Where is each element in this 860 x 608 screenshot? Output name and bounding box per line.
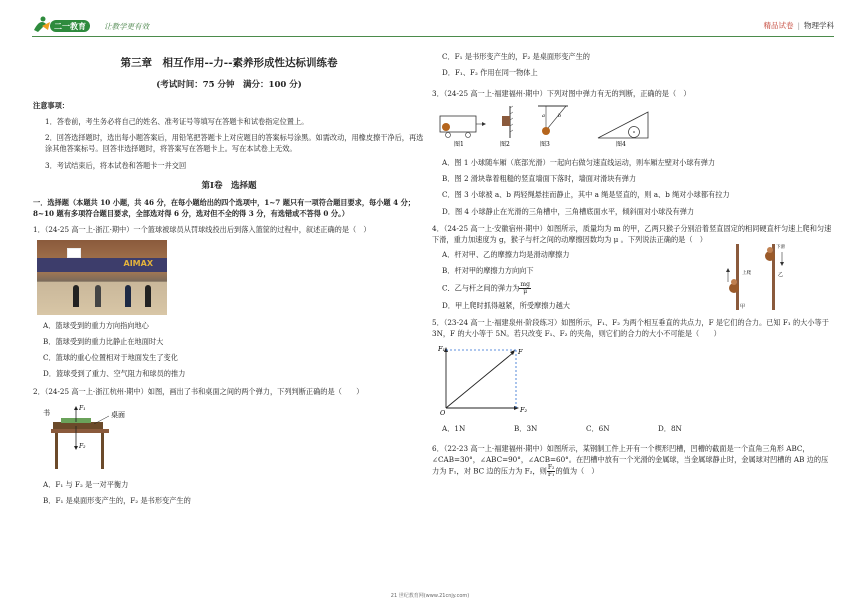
q3-option-d: D．图 4 小球静止在光滑的三角槽中，三角槽底面水平，倾斜面对小球没有弹力 [442, 206, 695, 216]
header-divider [32, 36, 834, 37]
f1-label: F₁ [79, 404, 86, 412]
fig3-label: 图3 [540, 141, 550, 149]
photo-brand: AIMAX [123, 259, 153, 269]
note-1: 1．答卷前，考生务必将自己的姓名、准考证号等填写在答题卡和试卷指定位置上。 [45, 117, 309, 127]
monkey-yi-label: 乙 [778, 271, 784, 278]
fig2-label: 图2 [500, 141, 510, 149]
q2-option-c: C．F₁ 是书形变产生的，F₂ 是桌面形变产生的 [442, 52, 590, 61]
q5-option-a: A．1N [442, 424, 466, 434]
q5-option-b: B．3N [514, 424, 538, 434]
q3-figures [438, 104, 832, 152]
q5-option-d: D．8N [658, 424, 682, 434]
q4-frac-num: mg [520, 281, 530, 289]
q1-option-a: A．篮球受到的重力方向指向地心 [43, 321, 149, 331]
note-2: 2．回答选择题时，选出每小题答案后，用铅笔把答题卡上对应题目的答案标号涂黑。如需改动，用橡皮擦干净后，再选涂其他答案标号。回答非选择题时，将答案写在答题卡上。写在本试卷上无效。 [45, 133, 424, 154]
q2-option-b: B．F₁ 是桌面形变产生的，F₂ 是书形变产生的 [43, 495, 191, 505]
force-f2-label: F₂ [520, 406, 528, 415]
rope-a-label: a [542, 113, 545, 120]
q4-option-c-text: C．乙与杆之间的弹力为 [442, 283, 520, 293]
exam-title: 第三章 相互作用--力--素养形成性达标训练卷 [120, 57, 338, 69]
fig1-label: 图1 [454, 141, 464, 149]
page-footer: 21 世纪教育网(www.21cnjy.com) [390, 593, 470, 599]
basketball-photo [37, 240, 167, 315]
q3-option-c: C．图 3 小球被 a、b 两轻绳悬挂而静止，其中 a 绳是竖直的，则 a、b 绳对小球都有拉力 [442, 190, 730, 200]
section-heading: 第Ⅰ卷 选择题 [201, 180, 257, 191]
slogan: 让教学更有效 [104, 22, 149, 31]
q1-option-d: D．篮球受到了重力、空气阻力和球员的推力 [43, 369, 186, 379]
slide-down-label: 下滑 [776, 244, 785, 250]
desk-label: 桌面 [111, 410, 125, 419]
q6-tail: 的值为（ ） [555, 466, 599, 476]
left-column [33, 48, 425, 512]
q5-option-c: C．6N [586, 424, 610, 434]
q6-stem: 6．（22-23 高一上·福建福州·期中）如图所示，某钢制工件上开有一个楔形凹槽，凹槽的截面是一个直角三角形 ABC，∠CAB=30°，∠ABC=90°，∠ACB=60°。在凹槽中放有一个光滑的金属球，当金属球静止时，金属球对凹槽的 AB 边的压力为 F₁，对 BC 边的压力为 F₂，则 [432, 443, 829, 476]
right-column [432, 52, 832, 483]
q4-option-d: D．甲上爬时抓得越紧，所受摩擦力越大 [442, 301, 570, 311]
q3-option-b: B．图 2 滑块靠着粗糙的竖直墙面下落时，墙面对滑块有弹力 [442, 174, 637, 184]
q6-stem-wrap [432, 443, 832, 478]
q5-options [432, 424, 832, 434]
q4-frac-den: μ [523, 288, 528, 296]
monkey-figure [726, 242, 796, 314]
q3-stem: 3．（24-25 高一上·福建福州·期中）下列对图中弹力有无的判断，正确的是（ ） [432, 89, 691, 99]
f2-label: F₂ [79, 442, 86, 450]
notes-heading: 注意事项： [33, 101, 69, 110]
q4-option-a: A．杆对甲、乙的摩擦力均是滑动摩擦力 [442, 249, 570, 259]
q6-frac-den: F₁ [547, 470, 555, 478]
q5-stem: 5．（23-24 高一上·福建泉州·阶段练习）如图所示，F₁、F₂ 为两个相互垂直的共点力，F 是它们的合力。已知 F₁ 的大小等于 3N，F 的大小等于 5N。若只改变 F₁、F₂ 的夹角，则它们的合力的大小不可能是（ ） [432, 318, 829, 339]
q1-option-b: B．篮球受到的重力比静止在地面时大 [43, 337, 164, 347]
q4-stem: 4．（24-25 高一上·安徽宿州·期中）如图所示，质量均为 m 的甲，乙两只猴子分别沿着竖直固定的相同硬直杆匀速上爬和匀速下滑，重力加速度为 g，猴子与杆之间的动摩擦因数均为 μ 。下列说法正确的是（ ） [432, 223, 832, 244]
force-f1-label: F₁ [438, 345, 446, 354]
force-parallelogram-figure [438, 344, 832, 418]
q4-option-b: B．杆对甲的摩擦力方向向下 [442, 266, 534, 276]
q2-option-a: A．F₁ 与 F₂ 是一对平衡力 [43, 479, 129, 489]
q2-stem: 2．（24-25 高一上·浙江杭州·期中）如图，画出了书和桌面之间的两个弹力，下列判断正确的是（ ） [33, 386, 364, 396]
section-instruction: 一．选择题（本题共 10 小题，共 46 分，在每小题给出的四个选项中，1~7 题只有一项符合题目要求，每小题 4 分；8~10 题有多项符合题目要求，全部选对得 6 分，选对但不全的得 3 分，有选错或不答得 0 分。） [33, 197, 415, 218]
q1-option-c: C．篮球的重心位置相对于地面发生了变化 [43, 353, 178, 363]
origin-label: O [440, 409, 446, 417]
rope-b-label: b [558, 113, 562, 120]
note-3: 3．考试结束后，将本试卷和答题卡一并交回 [45, 160, 187, 170]
monkey-jia-label: 甲 [740, 303, 746, 310]
force-f-label: F [518, 348, 523, 357]
header-right: 精品试卷 | 物理学科 [763, 21, 834, 30]
header-tag: 精品试卷 [763, 21, 794, 30]
q1-stem: 1．（24-25 高一上·浙江·期中）一个篮球被球员从罚球线投出后到落入篮筐的过程中，叙述正确的是（ ） [33, 225, 371, 235]
climb-up-label: 上爬 [742, 270, 751, 276]
logo-text: 二一教育 [54, 22, 86, 31]
q3-option-a: A．图 1 小球随车厢（底部光滑）一起向右做匀速直线运动，则车厢左壁对小球有弹力 [442, 158, 716, 168]
q6-frac-num: F₂ [547, 463, 555, 471]
q2-option-d: D．F₁、F₂ 作用在同一物体上 [442, 68, 538, 78]
q4-fraction [519, 282, 531, 295]
fig4-label: 图4 [616, 141, 626, 149]
book-label: 书 [43, 408, 50, 417]
exam-subtitle: (考试时间：75 分钟 满分：100 分) [156, 80, 302, 90]
book-desk-figure [39, 402, 425, 474]
header-subject: 物理学科 [804, 21, 834, 30]
logo [32, 14, 92, 36]
